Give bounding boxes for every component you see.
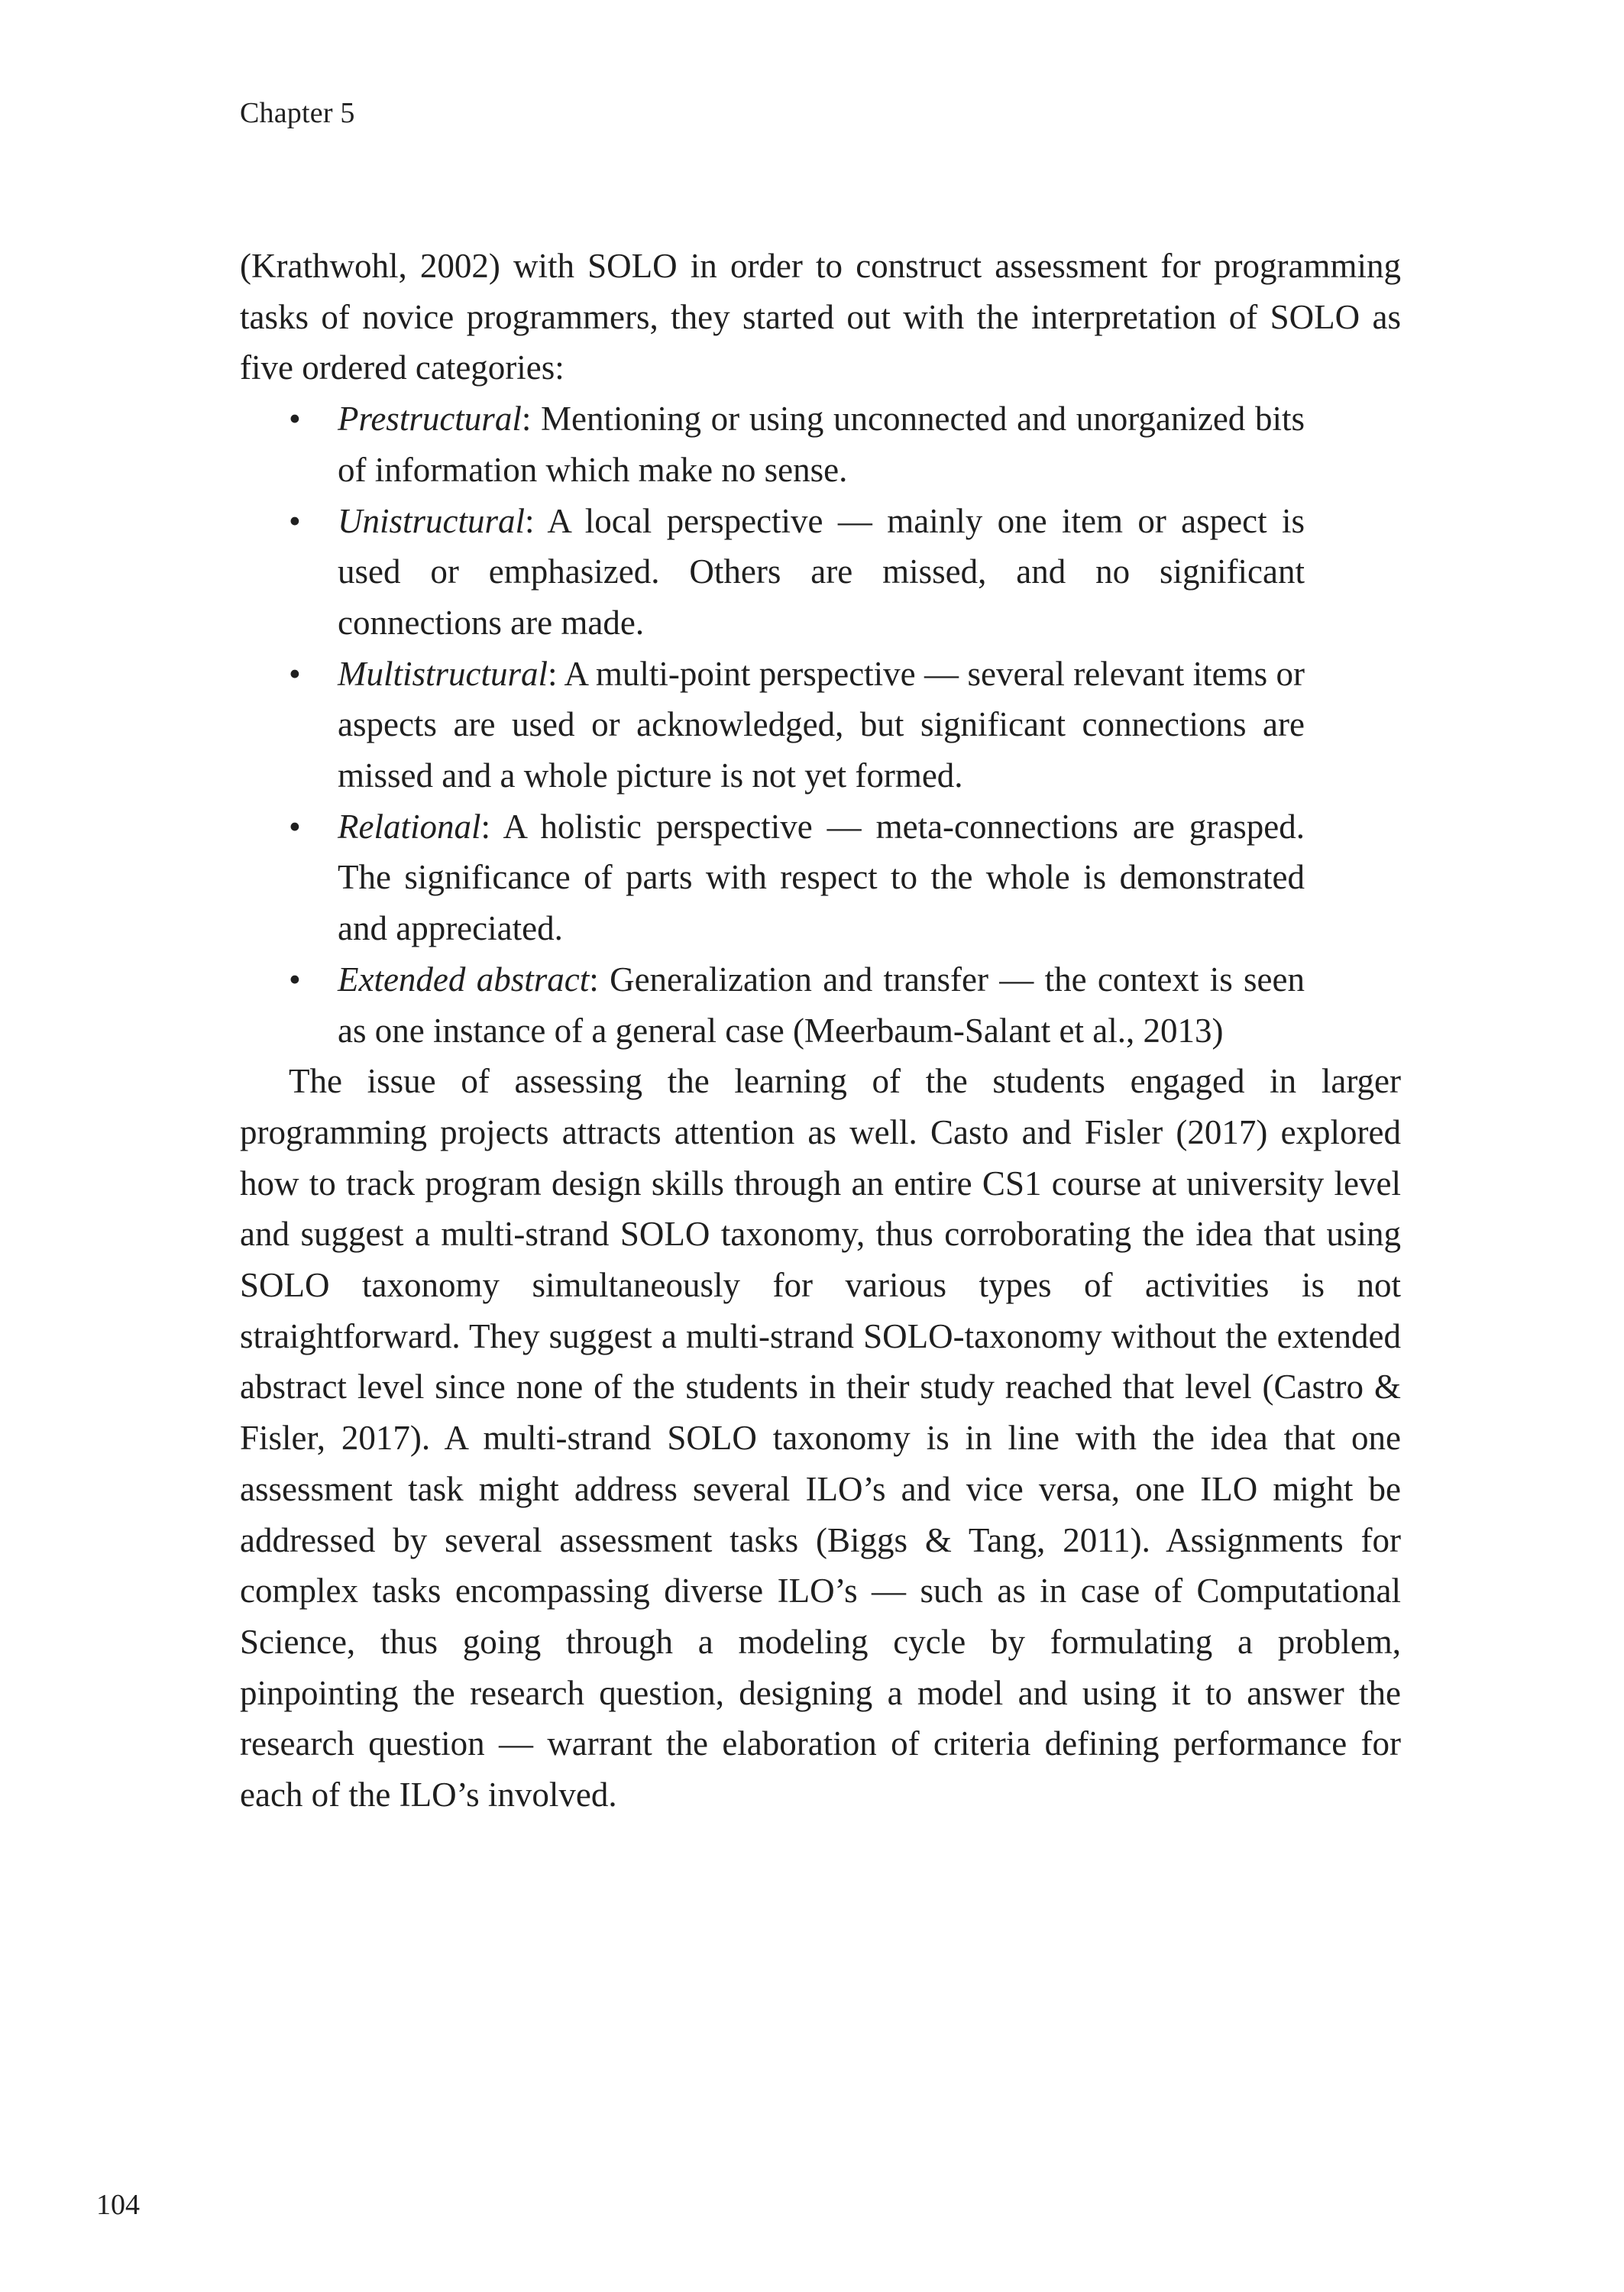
category-term: Extended abstract xyxy=(338,960,590,999)
running-head-chapter: Chapter 5 xyxy=(240,97,355,129)
category-description: : A holistic perspective — meta-connections are grasped. The significance of parts with respect to the whole is demonstrated and appreciated. xyxy=(338,807,1305,948)
bullet-icon: • xyxy=(289,400,301,439)
list-item xyxy=(240,496,1305,649)
bullet-icon: • xyxy=(289,960,301,999)
category-description: : A multi-point perspective — several relevant items or aspects are used or acknowledged, but significant connections are missed and a whole picture is not yet formed. xyxy=(338,654,1305,795)
category-term: Multistructural xyxy=(338,654,548,693)
intro-paragraph: (Krathwohl, 2002) with SOLO in order to construct assessment for programming tasks of novice programmers, they started out with the interpretation of SOLO as five ordered categories: xyxy=(240,247,1401,387)
list-item xyxy=(240,954,1305,1056)
category-term: Relational xyxy=(338,807,481,846)
category-description: : Generalization and transfer — the context is seen as one instance of a general case (Meerbaum-Salant et al., 2013) xyxy=(338,960,1305,1050)
category-term: Prestructural xyxy=(338,400,522,439)
list-item xyxy=(240,801,1305,954)
category-description: : Mentioning or using unconnected and unorganized bits of information which make no sense. xyxy=(338,400,1305,489)
solo-category-list xyxy=(240,393,1401,1056)
category-description: : A local perspective — mainly one item or aspect is used or emphasized. Others are missed, and no significant connections are made. xyxy=(338,501,1305,642)
list-item xyxy=(240,393,1305,495)
list-item xyxy=(240,649,1305,801)
category-term: Unistructural xyxy=(338,501,526,540)
bullet-icon: • xyxy=(289,807,301,846)
bullet-icon: • xyxy=(289,654,301,693)
body-paragraph: The issue of assessing the learning of the students engaged in larger programming projects attracts attention as well. Casto and Fisler (2017) explored how to track program design skills through an entire CS1 course at university level and suggest a multi-strand SOLO taxonomy, thus corroborating the idea that using SOLO taxonomy simultaneously for various types of activities is not straightforward. They suggest a multi-strand SOLO-taxonomy without the extended abstract level since none of the students in their study reached that level (Castro & Fisler, 2017). A multi-strand SOLO taxonomy is in line with the idea that one assessment task might address several ILO’s and vice versa, one ILO might be addressed by several assessment tasks (Biggs & Tang, 2011). Assignments for complex tasks encompassing diverse ILO’s — such as in case of Computational Science, thus going through a modeling cycle by formulating a problem, pinpointing the research question, designing a model and using it to answer the research question — warrant the elaboration of criteria defining performance for each of the ILO’s involved. xyxy=(240,1062,1401,1814)
page-body xyxy=(240,241,1401,1821)
page-number: 104 xyxy=(96,2189,140,2221)
bullet-icon: • xyxy=(289,501,301,540)
